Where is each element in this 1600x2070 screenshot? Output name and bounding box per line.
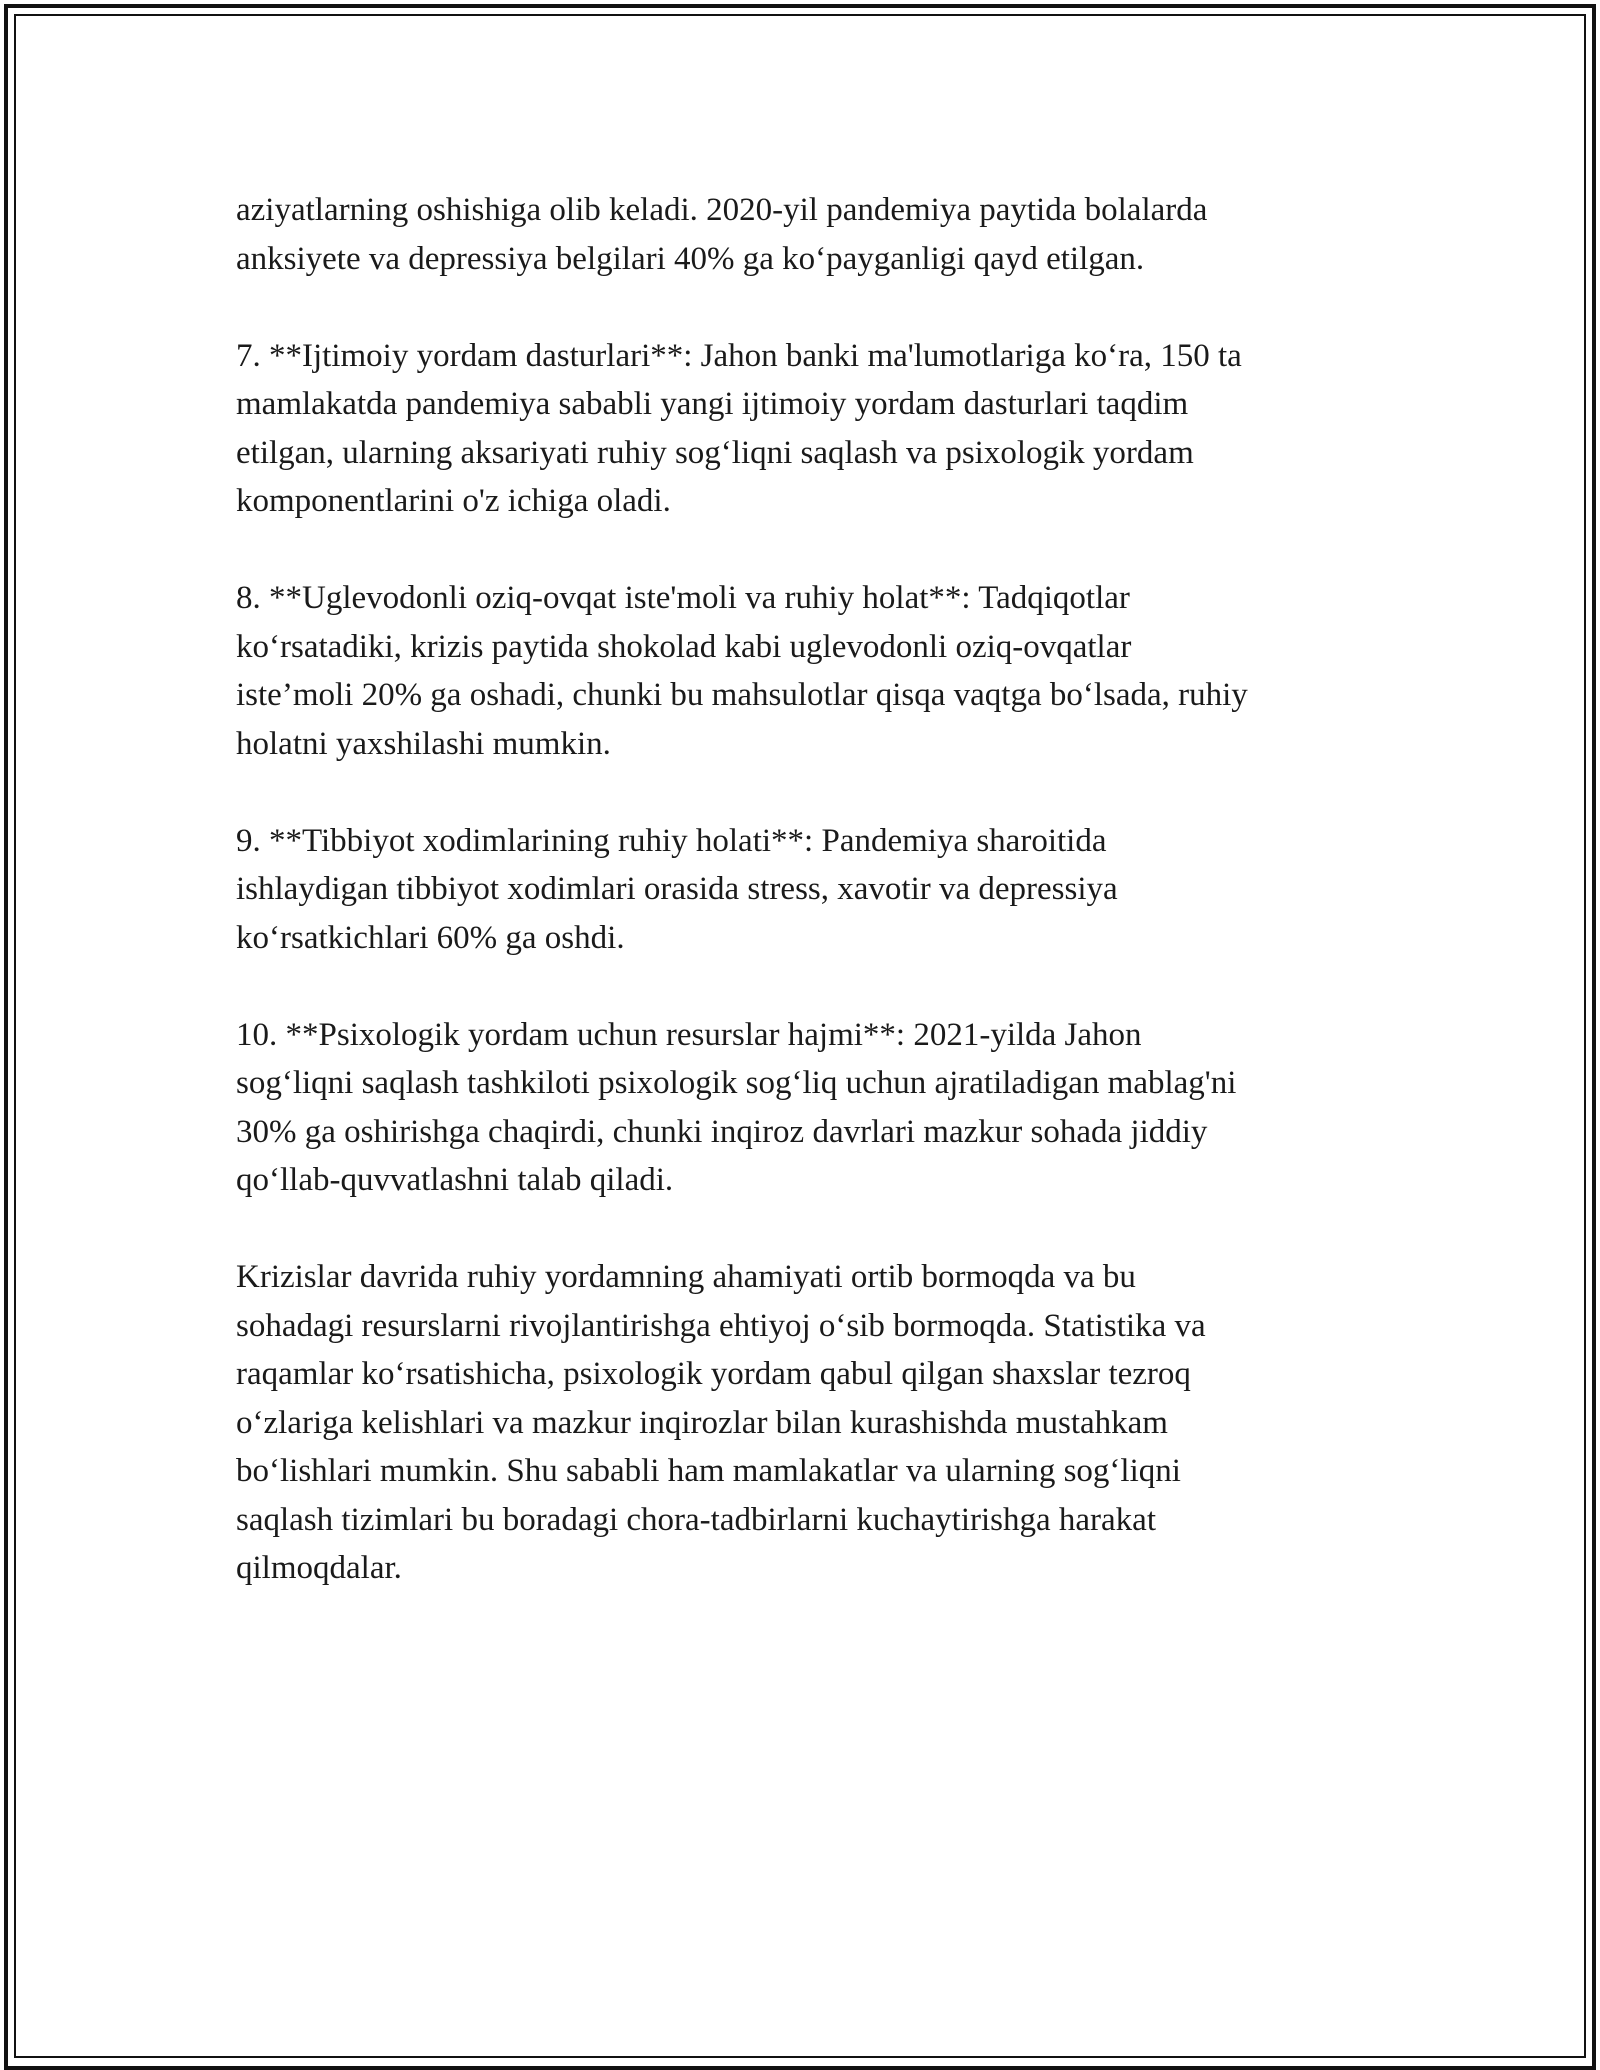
paragraph-conclusion: Krizislar davrida ruhiy yordamning ahamiyati ortib bormoqda va bu sohadagi resurslarni rivojlantirishga ehtiyoj o‘sib bormoqda. Statistika va raqamlar ko‘rsatishicha, psixologik yordam qabul qilgan shaxslar tezroq o‘zlariga kelishlari va mazkur inqirozlar bilan kurashishda mustahkam bo‘lishlari mumkin. Shu sababli ham mamlakatlar va ularning sog‘liqni saqlash tizimlari bu boradagi chora-tadbirlarni kuchaytirishga harakat qilmoqdalar.	[236, 1259, 1206, 1586]
paragraph-item-9: 9. **Tibbiyot xodimlarining ruhiy holati**: Pandemiya sharoitida ishlaydigan tibbiyot xodimlari orasida stress, xavotir va depressiya ko‘rsatkichlari 60% ga oshdi.	[236, 822, 1118, 956]
paragraph-intro-continuation: aziyatlarning oshishiga olib keladi. 2020-yil pandemiya paytida bolalarda anksiyete va depressiya belgilari 40% ga ko‘payganligi qayd etilgan.	[236, 192, 1208, 277]
paragraph-item-7: 7. **Ijtimoiy yordam dasturlari**: Jahon banki ma'lumotlariga ko‘ra, 150 ta mamlakatda pandemiya sababli yangi ijtimoiy yordam dasturlari taqdim etilgan, ularning aksariyati ruhiy sog‘liqni saqlash va psixologik yordam komponentlarini o'z ichiga oladi.	[236, 337, 1242, 519]
paragraph-item-8: 8. **Uglevodonli oziq-ovqat iste'moli va ruhiy holat**: Tadqiqotlar ko‘rsatadiki, krizis paytida shokolad kabi uglevodonli oziq-ovqatlar iste’moli 20% ga oshadi, chunki bu mahsulotlar qisqa vaqtga bo‘lsada, ruhiy holatni yaxshilashi mumkin.	[236, 580, 1248, 762]
document-body	[236, 186, 1386, 1641]
paragraph-item-10: 10. **Psixologik yordam uchun resurslar hajmi**: 2021-yilda Jahon sog‘liqni saqlash tashkiloti psixologik sog‘liq uchun ajratiladigan mablag'ni 30% ga oshirishga chaqirdi, chunki inqiroz davrlari mazkur sohada jiddiy qo‘llab-quvvatlashni talab qiladi.	[236, 1016, 1237, 1198]
